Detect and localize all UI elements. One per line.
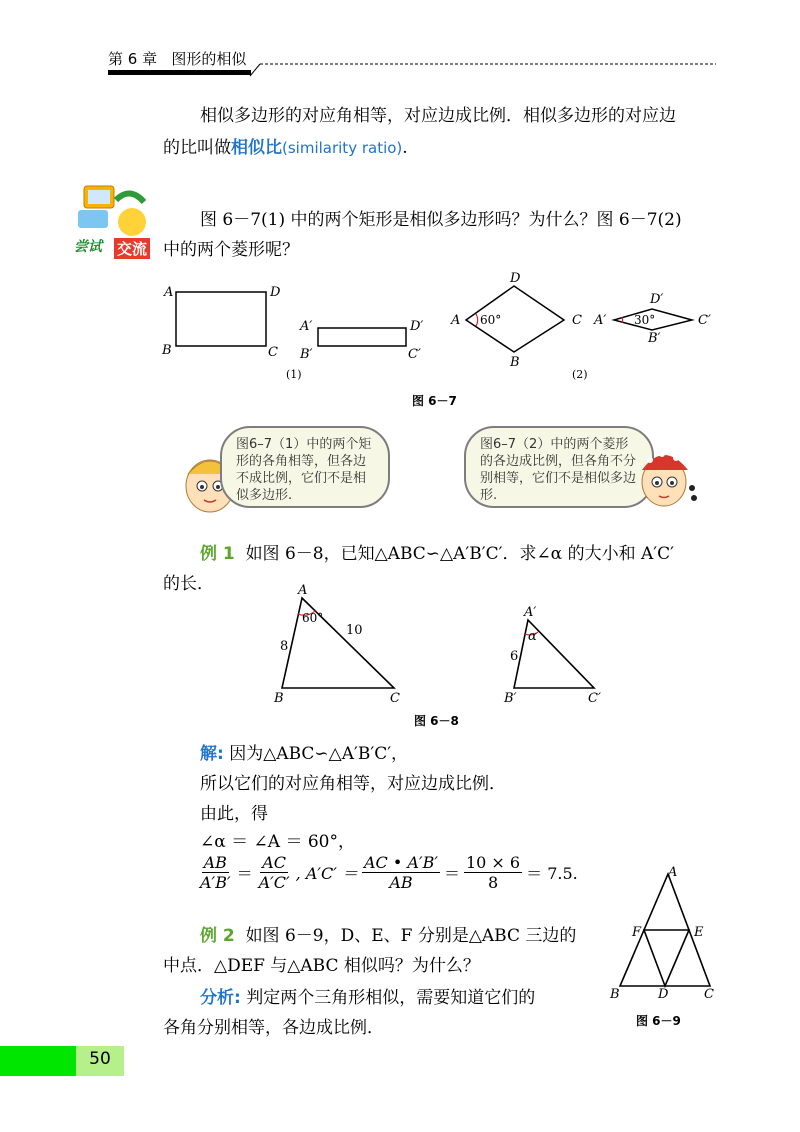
- intro-line-1: 相似多边形的对应角相等，对应边成比例．相似多边形的对应边: [200, 106, 676, 126]
- fig67-sub-1: (1): [286, 368, 302, 381]
- fraction-ac-apbp-over-ab: AC • A′B′ AB: [363, 852, 438, 892]
- fraction-ac-over-apcp: AC A′C′: [258, 852, 290, 892]
- rhombus-small-label-c: C′: [698, 313, 711, 328]
- girl-avatar-icon: [632, 440, 702, 510]
- solution-equation: AB A′B′ ＝ AC A′C′ , A′C′ ＝ AC • A′B′ AB ＝ 10 × 6 8 ＝ 7.5.: [200, 852, 578, 892]
- chapter-title: 图形的相似: [171, 50, 247, 68]
- rect-big: [176, 292, 266, 346]
- analysis-line-1: 分析: 判定两个三角形相似，需要知道它们的: [200, 988, 536, 1008]
- tri2-angle: α: [528, 629, 537, 644]
- fig67-sub-2: (2): [572, 368, 588, 381]
- example1-label: 例 1: [200, 544, 235, 564]
- solution-line-1: 解: 因为△ABC∽△A′B′C′，: [200, 744, 409, 764]
- try-line-1: 图 6－7(1) 中的两个矩形是相似多边形吗？为什么？图 6－7(2): [200, 210, 682, 230]
- chapter-header: [108, 48, 246, 69]
- chapter-number: 第 6 章: [108, 50, 158, 68]
- rect-small-label-d: D′: [410, 319, 424, 334]
- example2-line-1: 例 2 如图 6－9，D、E、F 分别是△ABC 三边的: [200, 926, 577, 946]
- rhombus-small-angle: 30°: [634, 313, 656, 327]
- rhombus-big-label-c: C: [572, 313, 582, 328]
- rhombus-small-angle-arc: [622, 317, 623, 323]
- rhombus-big-angle-arc: [476, 314, 478, 326]
- example2-label: 例 2: [200, 926, 235, 946]
- intro-line-2: 的比叫做相似比(similarity ratio).: [163, 138, 408, 158]
- rect-big-label-d: D: [270, 285, 281, 300]
- tri1-label-c: C: [390, 691, 400, 706]
- tri1-angle: 60°: [302, 611, 324, 625]
- figure-6-8: [260, 578, 620, 708]
- fig69-label-a: A: [668, 865, 678, 880]
- try-line-2: 中的两个菱形呢？: [163, 240, 299, 260]
- fig69-caption: 图 6－9: [636, 1014, 681, 1028]
- rhombus-big-label-a: A: [451, 313, 461, 328]
- tri1-side-ac: 10: [346, 623, 363, 638]
- triangle-abc: [282, 598, 394, 688]
- rect-big-label-c: C: [268, 345, 278, 360]
- analysis-line-2: 各角分别相等，各边成比例．: [163, 1018, 384, 1038]
- fig69-label-e: E: [694, 925, 704, 940]
- fig69-label-c: C: [704, 987, 714, 1002]
- tri2-label-c: C′: [588, 691, 601, 706]
- speech-bubble-left: 图6–7（1）中的两个矩形的各角相等，但各边不成比例，它们不是相似多边形.: [220, 426, 390, 508]
- rhombus-small-label-d: D′: [650, 292, 664, 307]
- rect-small: [318, 328, 406, 346]
- rhombus-big-label-b: B: [510, 355, 520, 370]
- try-exchange-badge: [70, 180, 160, 260]
- triangle-a-b-c-prime: [514, 620, 594, 688]
- rect-small-label-b: B′: [300, 347, 313, 362]
- fig69-label-f: F: [632, 925, 642, 940]
- example2-line-2: 中点．△DEF 与△ABC 相似吗？为什么？: [163, 956, 480, 976]
- page-number: 50: [89, 1049, 111, 1069]
- rect-small-label-c: C′: [408, 347, 421, 362]
- rect-small-label-a: A′: [300, 319, 313, 334]
- fraction-10x6-over-8: 10 × 6 8: [465, 852, 521, 892]
- analysis-label: 分析:: [200, 988, 241, 1008]
- fig69-label-b: B: [610, 987, 620, 1002]
- fig68-caption: 图 6－8: [414, 714, 459, 728]
- term-similarity-ratio: 相似比: [231, 138, 282, 158]
- rect-big-label-b: B: [162, 343, 172, 358]
- solution-line-4: ∠α ＝ ∠A ＝ 60°，: [200, 832, 355, 852]
- tri1-label-b: B: [274, 691, 284, 706]
- equation-result: ＝ 7.5.: [526, 863, 578, 883]
- badge-text-left: 尝试: [74, 239, 102, 255]
- figure-6-7: [150, 270, 730, 390]
- fraction-ab-over-apbp: AB A′B′: [200, 852, 231, 892]
- figure-6-9: [604, 864, 728, 1004]
- solution-label: 解:: [200, 744, 224, 764]
- tri2-side: 6: [510, 649, 519, 664]
- fig69-label-d: D: [658, 987, 669, 1002]
- example1-line-2: 的长．: [163, 574, 214, 594]
- tri1-label-a: A: [298, 583, 308, 598]
- rhombus-small-label-a: A′: [594, 313, 607, 328]
- example1-line-1: 例 1 如图 6－8，已知△ABC∽△A′B′C′．求∠α 的大小和 A′C′: [200, 544, 674, 564]
- tri1-side-ab: 8: [280, 639, 289, 654]
- solution-line-2: 所以它们的对应角相等，对应边成比例．: [200, 774, 506, 794]
- rhombus-big-angle: 60°: [480, 313, 502, 327]
- fig67-caption: 图 6－7: [412, 394, 457, 408]
- speech-bubble-right: 图6–7（2）中的两个菱形的各边成比例，但各角不分别相等，它们不是相似多边形.: [464, 426, 654, 508]
- header-bar: [108, 70, 251, 75]
- rhombus-big-label-d: D: [510, 271, 521, 286]
- solution-line-3: 由此，得: [200, 804, 268, 824]
- rhombus-small-label-b: B′: [648, 331, 661, 346]
- rect-big-label-a: A: [164, 285, 174, 300]
- tri2-label-a: A′: [524, 605, 537, 620]
- header-dashed-line: [248, 58, 718, 78]
- badge-text-right: 交流: [114, 238, 150, 259]
- triangle-def: [644, 930, 689, 986]
- tri2-label-b: B′: [504, 691, 517, 706]
- term-english: (similarity ratio): [282, 139, 403, 157]
